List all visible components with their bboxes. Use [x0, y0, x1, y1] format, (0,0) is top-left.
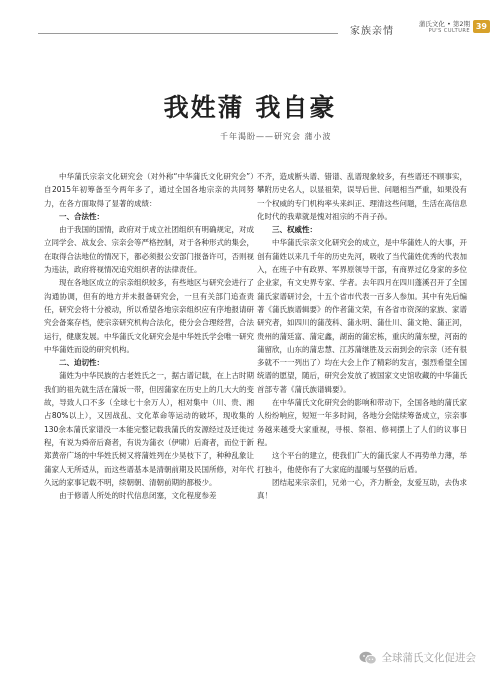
section-heading: 三、权威性：: [272, 225, 317, 235]
body-paragraph: 不齐，造成断头谱、错谱、乱谱现象较多，有些谱还不顾事实，攀附历史名人，以显祖荣，误导后世、问题相当严重，如果没有一个权威的专门机构率头来纠正、理清这些问题，生活在高信息化时代的我辈就是愧对祖宗的不肖子孙。: [257, 172, 467, 221]
page-number-badge: 39: [473, 20, 490, 33]
body-paragraph: 团结起来宗亲们，兄弟一心，齐力断金，友爱互助，去伪求真！: [257, 477, 467, 501]
right-column: [257, 170, 467, 502]
section-heading: 一、合法性：: [59, 211, 104, 221]
body-paragraph: 由于我国的国情，政府对于成立社团组织有明确规定，对成立同学会、战友会、宗亲会等严格控制，对于各种形式的集会，在取得合法地位的情况下，都必须报公安部门报备许可，否则视为违法，政府将视情况追究组织者的法律责任。: [44, 225, 254, 275]
body-paragraph: 这个平台的建立，使我们广大的蒲氏家人不再势单力薄，举打独斗，他使你有了大家庭的温暖与坚强的后盾。: [257, 451, 467, 474]
section-heading: 二、迫切性：: [59, 358, 104, 368]
wechat-watermark: [359, 650, 477, 665]
left-column: [44, 170, 254, 502]
body-paragraph: 中华蒲氏宗亲文化研究会（对外称“中华蒲氏文化研究会”）自2015年初筹备至今两年多了，通过全国各地宗亲的共同努力，在各方面取得了显著的成绩：: [44, 172, 254, 208]
culture-label: PU'S CULTURE: [428, 28, 470, 34]
section-name: 家族亲情: [350, 26, 394, 37]
header-rule: [38, 33, 338, 34]
article-author: 千年渴盼——研究会 蒲小波: [220, 132, 332, 141]
watermark-text: 全球蒲氏文化促进会: [381, 652, 476, 664]
wechat-icon: [359, 651, 377, 665]
body-paragraph: 中华蒲氏宗亲文化研究会的成立，是中华蒲姓人的大事，开创有蒲姓以来几千年的历史先河，吸收了当代蒲姓优秀的代表加入，在班子中有政界、军界原领导干部，有商界过亿身家的多位企业家，有文史界专家、学者。去年四月在四川蓬溪召开了全国蒲氏家谱研讨会，十五个省市代表一百多人参加。其中有先后编著《蒲氏族谱辑要》的作者蒲文荣，有各省市资深的家族、家谱研究者，如四川的蒲茂科、蒲永明、蒲仕川、蒲文艳、蒲正河，贵州的蒲廷富、蒲定鑫，湖南的蒲宏栋，重庆的蒲东壁，河南的蒲留欣，山东的蒲忠慧、江苏蒲继胜及云南到会的宗亲（还有很多就不一一列出了）均在大会上作了精彩的发言，强烈希望全国统谱的愿望，随后，研究会发放了被国家文史馆收藏的中华蒲氏首部专著《蒲氏族谱辑要》。: [257, 238, 467, 394]
article-title: 我姓蒲 我自豪: [163, 93, 337, 122]
body-paragraph: 由于修谱人所处的时代信息闭塞，文化程度参差: [59, 491, 217, 501]
body-paragraph: 现在各地区成立的宗亲组织较多，有些地区与研究会进行了沟通协调，但有的地方并未报备研究会，一旦有关部门追查责任，研究会将十分被动，所以希望各地宗亲组织应有序地报请研究会备案存档，使宗亲研究机构合法化，使分会合理经营，合法运行，健康发展。中华蒲氏文化研究会是中华姓氏学会唯一研究中华蒲姓而设的研究机构。: [44, 278, 254, 354]
body-paragraph: 蒲姓为中华民族的古老姓氏之一，据古谱记载，在上古时期我们的祖先就生活在蒲坂一带，但因蒲家在历史上的几大大的变故，导致人口不多（全球七十余万人），相对集中（川、贵、湘占80%以上），又因战乱、文化革命等运动的破坏，现收集的130余本蒲氏家谱没一本能完整记载我蒲氏的发源经过及迁徙过程，有说为舜帝后裔者，有说为蒲衣（伊啸）后裔者，而位于新郑黄帝广场的中华姓氏树又将蒲姓列在少昊枝下了，种种乱象让蒲家人无所适从，而这些谱基本是清朝前期及民国所修，对年代久远的家事记载不明，续朝朝、清朝前期的都极少。: [44, 371, 254, 487]
page-header: [0, 18, 500, 42]
issue-label: 蒲氏文化 • 第2期: [418, 20, 470, 28]
magazine-info: [419, 21, 470, 35]
body-paragraph: 在中华蒲氏文化研究会的影响和带动下，全国各地的蒲氏家人纷纷响应，短短一年多时间，各地分会陆续筹备成立，宗亲事务越来越受大家重视，寻根、祭祖、修祠摆上了人们的议事日程。: [257, 398, 467, 447]
